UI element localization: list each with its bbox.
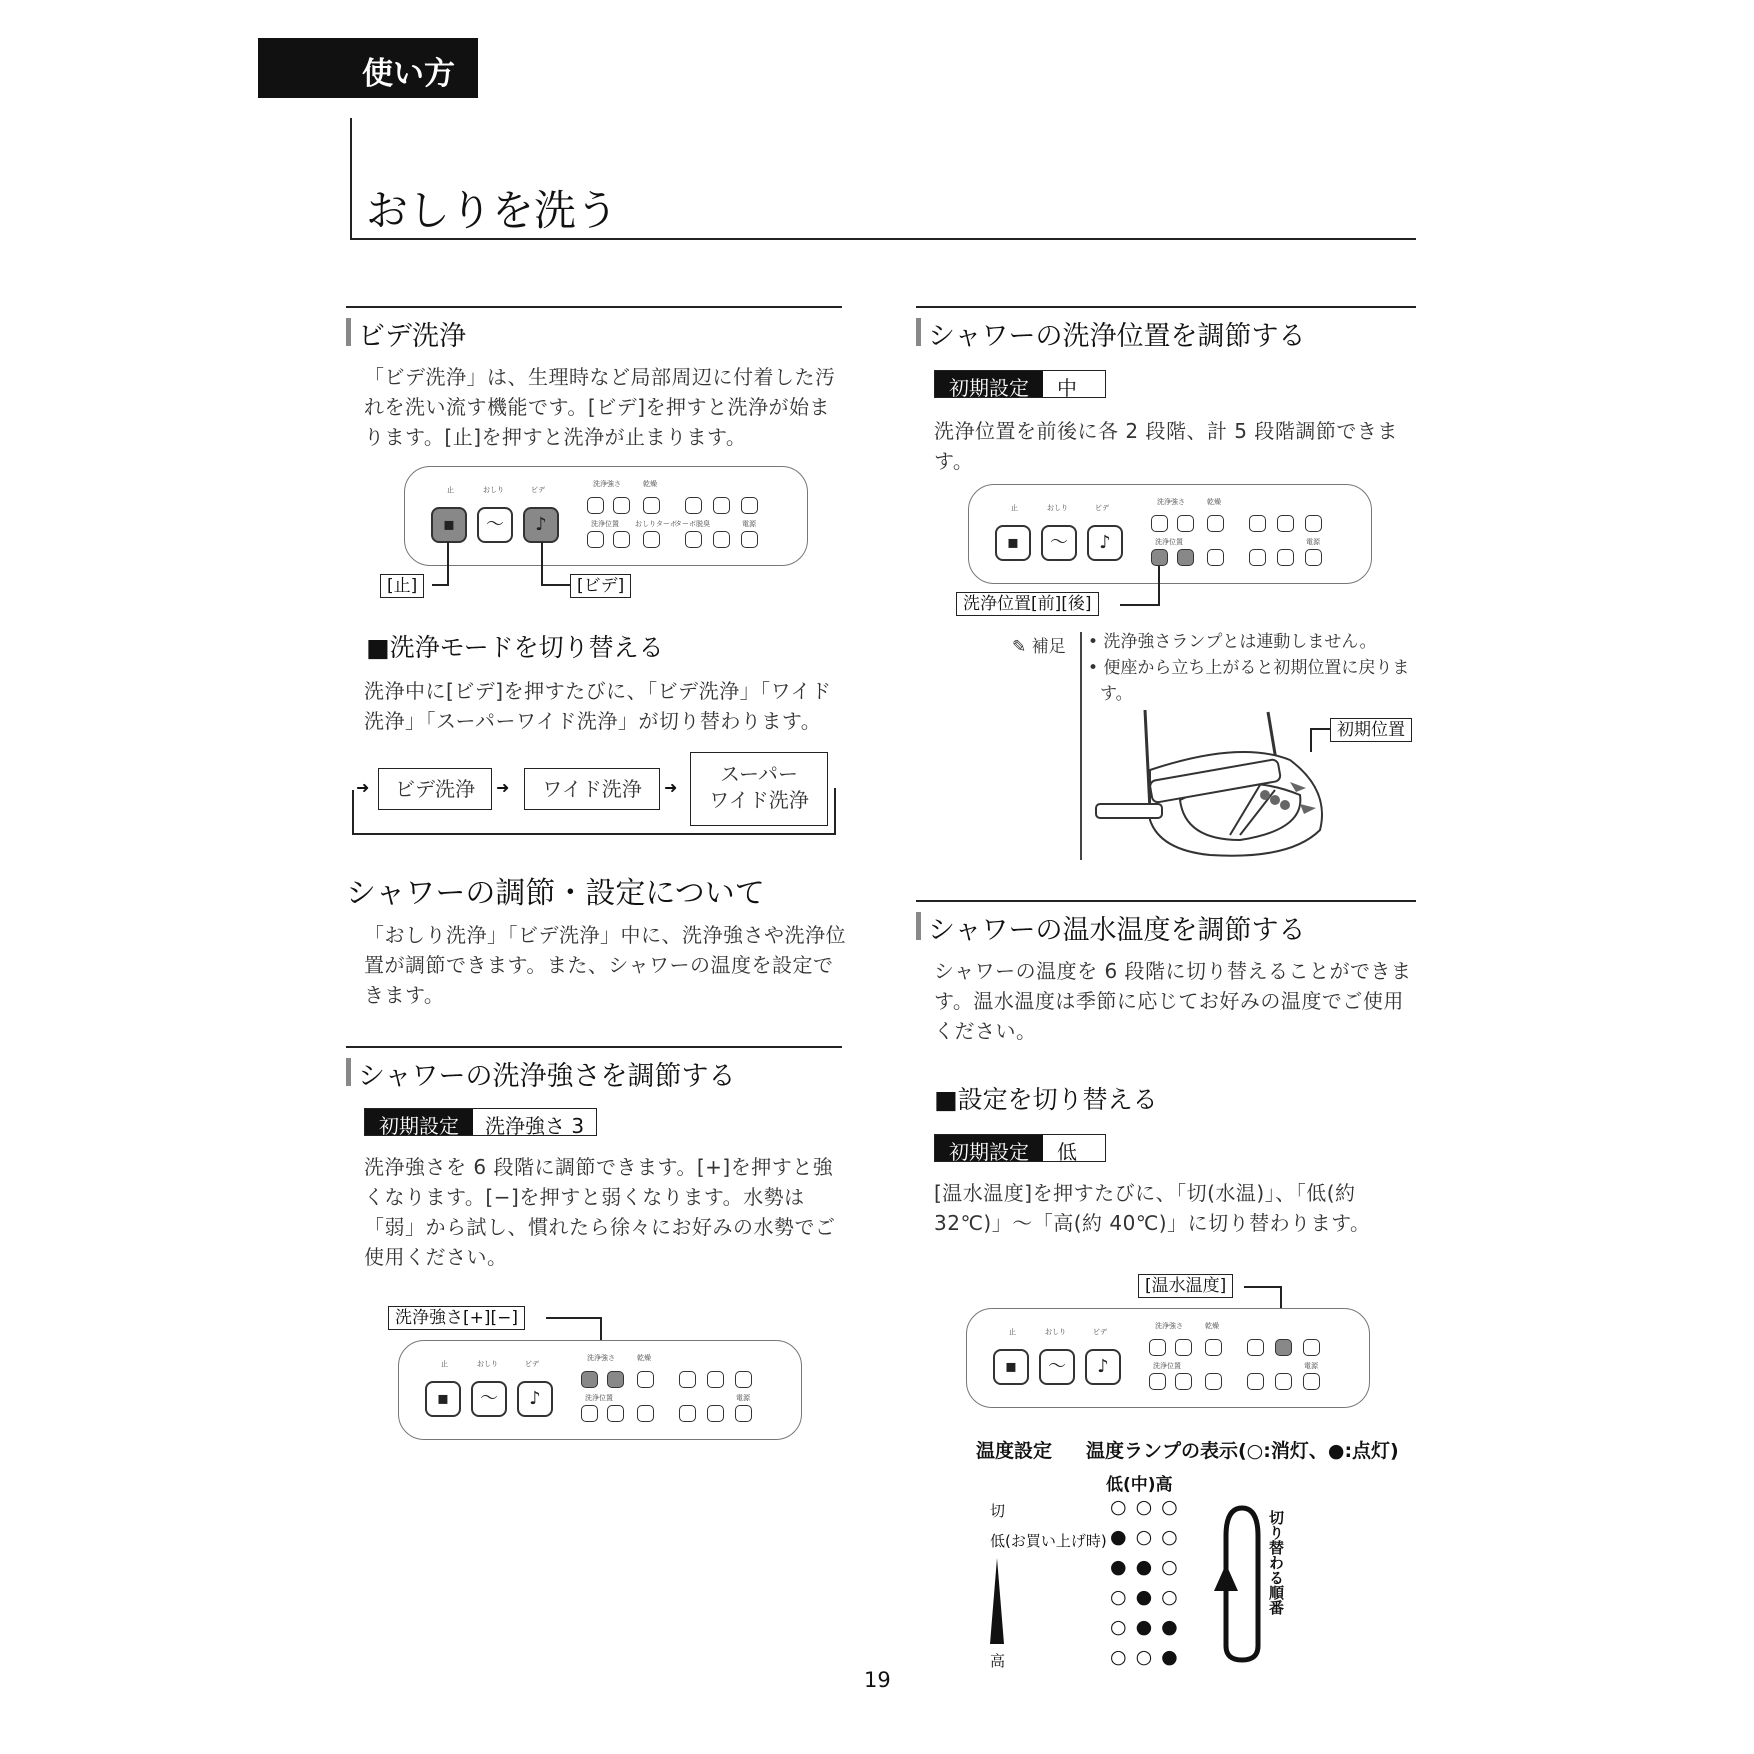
initial-setting-strength (364, 1108, 597, 1136)
seat-temp-button[interactable] (685, 497, 702, 514)
oshiri-button[interactable]: 〜 (471, 1381, 507, 1417)
callout-stop: [止] (380, 574, 424, 598)
oshiri-button[interactable]: 〜 (1039, 1349, 1075, 1385)
panel-label-bidet: ビデ (1095, 504, 1109, 512)
panel-label-strength: 洗浄強さ (1155, 1322, 1183, 1330)
section-marker (346, 1058, 351, 1086)
section-header-bidet (346, 306, 842, 352)
leader-line (432, 584, 449, 586)
panel-label-stop: 止 (447, 486, 454, 494)
save-button[interactable] (741, 497, 758, 514)
seat-temp-button[interactable] (679, 1371, 696, 1388)
stop-button[interactable]: ▪ (431, 507, 467, 543)
strength-plus-button[interactable] (613, 497, 630, 514)
panel-label-bidet: ビデ (1093, 1328, 1107, 1336)
initial-setting-position (934, 370, 1106, 398)
nozzle-button[interactable] (713, 531, 730, 548)
section-header-temperature (916, 900, 1416, 946)
chapter-rule-horizontal (350, 238, 1416, 240)
callout-initial-position: 初期位置 (1330, 718, 1412, 742)
panel-label-stop: 止 (441, 1360, 448, 1368)
arrow-right-icon: ➜ (356, 778, 370, 797)
panel-label-position: 洗浄位置 (585, 1394, 613, 1402)
front-button[interactable] (1151, 549, 1168, 566)
strength-minus-button[interactable] (1151, 515, 1168, 532)
panel-label-dry: 乾燥 (1207, 498, 1221, 506)
control-panel-strength (398, 1340, 802, 1440)
rear-button[interactable] (613, 531, 630, 548)
flow-loop-line (352, 833, 836, 835)
leader-line (541, 584, 571, 586)
strength-minus-button[interactable] (581, 1371, 598, 1388)
note-item: す。 (1100, 684, 1133, 704)
cycle-order-label: 切り替わる順番 (1267, 1510, 1285, 1615)
leader-line (1120, 604, 1160, 606)
leader-line (1244, 1286, 1282, 1288)
flow-loop-line (834, 788, 836, 835)
section-title: ビデ洗浄 (358, 321, 466, 352)
panel-label-power: 電源 (736, 1394, 750, 1402)
stop-button[interactable]: ▪ (995, 525, 1031, 561)
callout-bidet: [ビデ] (570, 574, 631, 598)
note-item: • 洗浄強さランプとは連動しません。 (1088, 632, 1377, 652)
panel-label-strength: 洗浄強さ (593, 480, 621, 488)
shower-about-body: 「おしり洗浄」「ビデ洗浄」中に、洗浄強さや洗浄位置が調節できます。また、シャワーの温度を設定できます。 (364, 923, 846, 1007)
bidet-button[interactable]: ♪ (1087, 525, 1123, 561)
water-temp-button[interactable] (713, 497, 730, 514)
lamp-row-dots: ○○● (1110, 1646, 1187, 1668)
callout-position: 洗浄位置[前][後] (956, 592, 1099, 616)
section-header-strength (346, 1046, 842, 1092)
note (1012, 632, 1066, 657)
stop-button[interactable]: ▪ (993, 1349, 1029, 1385)
note-label: 補足 (1031, 637, 1066, 657)
lamp-row-dots: ●●○ (1110, 1556, 1187, 1578)
panel-label-power: 電源 (742, 520, 756, 528)
panel-label-oshiri: おしり (1045, 1328, 1066, 1336)
section-marker (916, 912, 921, 940)
initial-setting-label: 初期設定 (935, 1135, 1043, 1161)
deodorize-button[interactable] (1249, 549, 1266, 566)
page-number: 19 (864, 1668, 891, 1692)
lamp-row-dots: ○●● (1110, 1616, 1187, 1638)
panel-label-bidet: ビデ (525, 1360, 539, 1368)
lamp-columns: 低(中)高 (1106, 1475, 1173, 1495)
temperature-switch-title: ■設定を切り替える (934, 1085, 1158, 1114)
panel-label-strength: 洗浄強さ (587, 1354, 615, 1362)
temperature-body: シャワーの温度を 6 段階に切り替えることができます。温水温度は季節に応じてお好みの温度でご使用ください。 (934, 959, 1412, 1043)
flow-bidet: ビデ洗浄 (378, 768, 492, 810)
turbo-button[interactable] (637, 1405, 654, 1422)
position-body: 洗浄位置を前後に各 2 段階、計 5 段階調節できます。 (934, 419, 1398, 473)
seat-temp-button[interactable] (1247, 1339, 1264, 1356)
arrow-right-icon: ➜ (496, 778, 510, 797)
temperature-switch-body: [温水温度]を押すたびに、「切(水温)」、「低(約32℃)」〜「高(約 40℃)」に切り替わります。 (934, 1181, 1371, 1235)
bidet-button[interactable]: ♪ (517, 1381, 553, 1417)
power-button[interactable] (735, 1405, 752, 1422)
nozzle-button[interactable] (1275, 1373, 1292, 1390)
panel-label-oshiri: おしり (477, 1360, 498, 1368)
turbo-button[interactable] (1207, 549, 1224, 566)
control-panel-position (968, 484, 1372, 584)
panel-label-position: 洗浄位置 (1153, 1362, 1181, 1370)
save-button[interactable] (1305, 515, 1322, 532)
section-header-position (916, 306, 1416, 352)
arrow-right-icon: ➜ (664, 778, 678, 797)
strength-plus-button[interactable] (607, 1371, 624, 1388)
rear-button[interactable] (1177, 549, 1194, 566)
temperature-gradient-wedge (988, 1556, 1006, 1646)
initial-setting-label: 初期設定 (365, 1109, 473, 1135)
leader-line (1310, 728, 1312, 752)
panel-label-oshiri-turbo: おしりターボ (635, 520, 677, 528)
chapter-title: おしりを洗う (366, 186, 619, 235)
control-panel-bidet (404, 466, 808, 566)
power-button[interactable] (1303, 1373, 1320, 1390)
panel-label-power: 電源 (1304, 1362, 1318, 1370)
panel-label-power: 電源 (1306, 538, 1320, 546)
turbo-button[interactable] (643, 531, 660, 548)
dry-button[interactable] (1207, 515, 1224, 532)
bidet-button[interactable]: ♪ (523, 507, 559, 543)
initial-setting-value: 中 (1057, 376, 1077, 400)
leader-line (447, 542, 449, 586)
strength-plus-button[interactable] (1177, 515, 1194, 532)
lamp-row-label: 低(お買い上げ時) (990, 1532, 1107, 1550)
panel-label-oshiri: おしり (483, 486, 504, 494)
deodorize-button[interactable] (1247, 1373, 1264, 1390)
front-button[interactable] (581, 1405, 598, 1422)
turbo-button[interactable] (1205, 1373, 1222, 1390)
water-temp-button[interactable] (707, 1371, 724, 1388)
panel-label-oshiri: おしり (1047, 504, 1068, 512)
pencil-icon: ✎ (1012, 637, 1027, 657)
water-temp-button[interactable] (1277, 515, 1294, 532)
strength-minus-button[interactable] (587, 497, 604, 514)
lamp-row-label: 切 (990, 1502, 1006, 1520)
leader-line (546, 1317, 602, 1319)
front-button[interactable] (1149, 1373, 1166, 1390)
lamp-row-dots: ○●○ (1110, 1586, 1187, 1608)
panel-label-dry: 乾燥 (637, 1354, 651, 1362)
note-item: • 便座から立ち上がると初期位置に戻りま (1088, 658, 1410, 678)
dry-button[interactable] (643, 497, 660, 514)
dry-button[interactable] (1205, 1339, 1222, 1356)
power-button[interactable] (1305, 549, 1322, 566)
mode-title: ■洗浄モードを切り替える (366, 633, 664, 662)
leader-line (1310, 728, 1332, 730)
nozzle-button[interactable] (707, 1405, 724, 1422)
section-title: シャワーの洗浄位置を調節する (928, 321, 1306, 352)
strength-body: 洗浄強さを 6 段階に調節できます。[+]を押すと強くなります。[−]を押すと弱くなります。水勢は「弱」から試し、慣れたら徐々にお好みの水勢でご使用ください。 (364, 1155, 836, 1269)
panel-label-deodorize: ターボ脱臭 (675, 520, 710, 528)
rear-button[interactable] (1175, 1373, 1192, 1390)
section-title: シャワーの温水温度を調節する (928, 915, 1306, 946)
initial-setting-label: 初期設定 (935, 371, 1043, 397)
strength-minus-button[interactable] (1149, 1339, 1166, 1356)
seat-temp-button[interactable] (1249, 515, 1266, 532)
control-panel-temperature (966, 1308, 1370, 1408)
section-title: シャワーの洗浄強さを調節する (358, 1061, 736, 1092)
panel-label-stop: 止 (1011, 504, 1018, 512)
panel-label-dry: 乾燥 (1205, 1322, 1219, 1330)
lamp-row-label: 高 (990, 1652, 1006, 1670)
flow-loop-line (352, 790, 354, 834)
leader-line (1158, 566, 1160, 606)
panel-label-position: 洗浄位置 (1155, 538, 1183, 546)
panel-label-bidet: ビデ (531, 486, 545, 494)
callout-strength: 洗浄強さ[+][−] (388, 1306, 525, 1330)
lamp-table-lamp-header: 温度ランプの表示(○:消灯、●:点灯) (1086, 1440, 1399, 1462)
bidet-body: 「ビデ洗浄」は、生理時など局部周辺に付着した汚れを洗い流す機能です。[ビデ]を押すと洗浄が始まります。[止]を押すと洗浄が止まります。 (364, 365, 836, 449)
save-button[interactable] (735, 1371, 752, 1388)
flow-super-wide: スーパー ワイド洗浄 (690, 752, 828, 826)
panel-label-dry: 乾燥 (643, 480, 657, 488)
oshiri-button[interactable]: 〜 (1041, 525, 1077, 561)
chapter-tab: 使い方 (258, 38, 478, 98)
dry-button[interactable] (637, 1371, 654, 1388)
chapter-rule-vertical (350, 118, 352, 240)
initial-setting-value: 低 (1057, 1140, 1077, 1164)
section-marker (916, 318, 921, 346)
panel-label-position: 洗浄位置 (591, 520, 619, 528)
lamp-row-dots: ●○○ (1110, 1526, 1187, 1548)
panel-label-stop: 止 (1009, 1328, 1016, 1336)
stop-button[interactable]: ▪ (425, 1381, 461, 1417)
lamp-table-setting-header: 温度設定 (976, 1440, 1053, 1462)
rear-button[interactable] (607, 1405, 624, 1422)
nozzle-button[interactable] (1277, 549, 1294, 566)
callout-water-temp: [温水温度] (1138, 1274, 1233, 1298)
initial-setting-value: 洗浄強さ 3 (485, 1114, 585, 1138)
panel-label-strength: 洗浄強さ (1157, 498, 1185, 506)
front-button[interactable] (587, 531, 604, 548)
deodorize-button[interactable] (679, 1405, 696, 1422)
shower-about-title: シャワーの調節・設定について (346, 876, 765, 911)
strength-plus-button[interactable] (1175, 1339, 1192, 1356)
note-rule (1080, 632, 1082, 860)
save-button[interactable] (1303, 1339, 1320, 1356)
initial-setting-temperature (934, 1134, 1106, 1162)
leader-line (541, 542, 543, 586)
mode-body: 洗浄中に[ビデ]を押すたびに、「ビデ洗浄」「ワイド洗浄」「スーパーワイド洗浄」が切り替わります。 (364, 679, 832, 733)
oshiri-button[interactable]: 〜 (477, 507, 513, 543)
toilet-nozzle-illustration (1090, 700, 1340, 860)
section-marker (346, 318, 351, 346)
lamp-row-dots: ○○○ (1110, 1496, 1187, 1518)
flow-wide: ワイド洗浄 (524, 768, 660, 810)
power-button[interactable] (741, 531, 758, 548)
deodorize-button[interactable] (685, 531, 702, 548)
water-temp-button[interactable] (1275, 1339, 1292, 1356)
bidet-button[interactable]: ♪ (1085, 1349, 1121, 1385)
